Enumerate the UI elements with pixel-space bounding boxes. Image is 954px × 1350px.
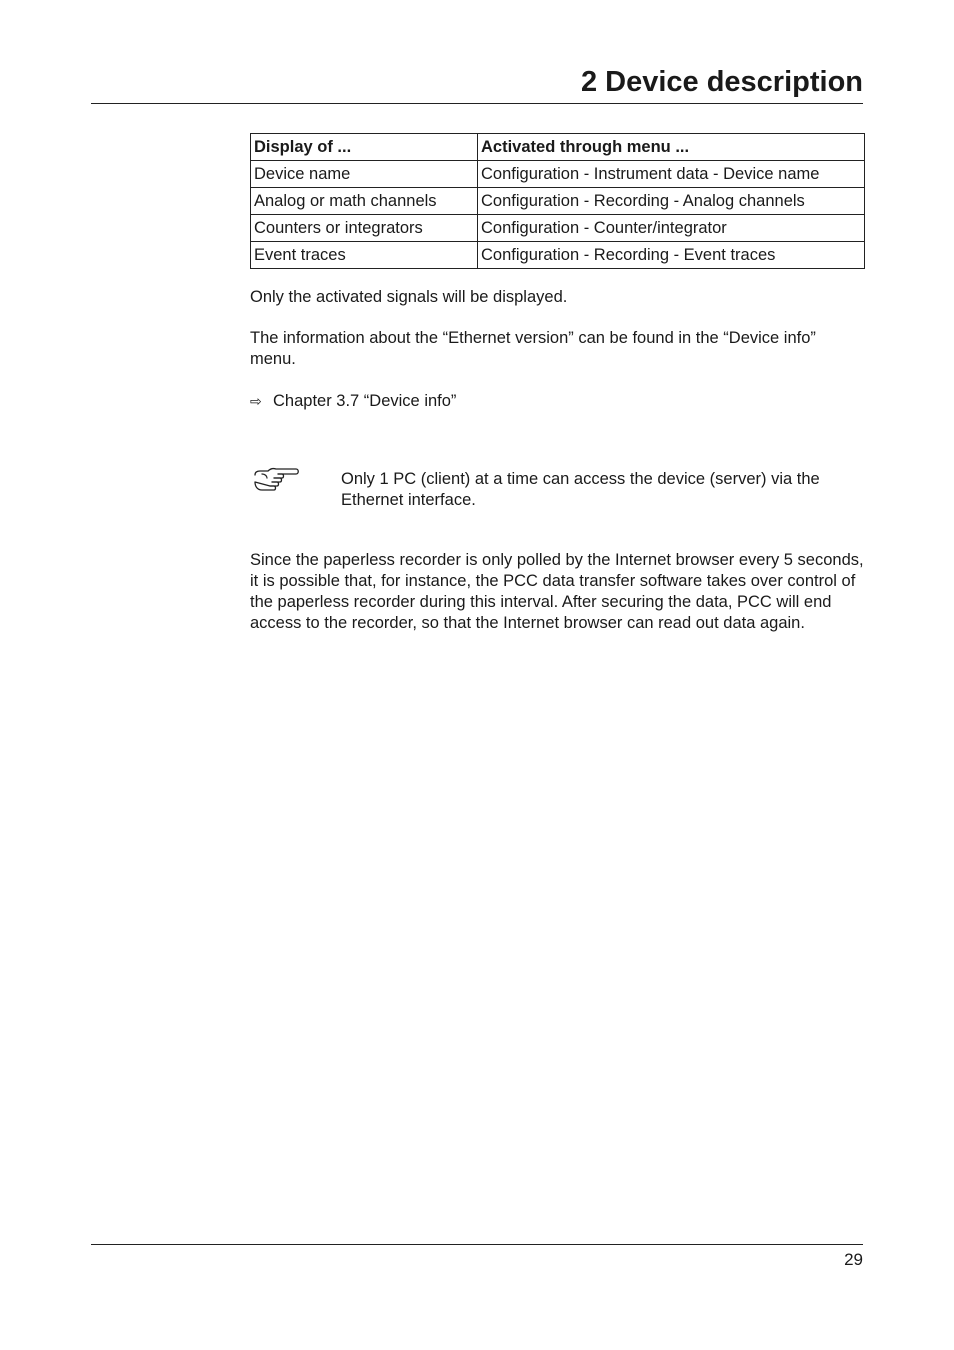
table-cell: Configuration - Recording - Analog channels (478, 188, 865, 215)
pointing-hand-icon (252, 466, 300, 494)
table-cell: Configuration - Instrument data - Device name (478, 161, 865, 188)
menu-table (250, 133, 865, 269)
page-title: 2 Device description (580, 66, 863, 98)
table-row (251, 161, 865, 188)
table-row (251, 215, 865, 242)
note-text: Only 1 PC (client) at a time can access the device (server) via the Ethernet interface. (341, 470, 820, 509)
arrow-right-icon: ⇨ (250, 393, 262, 409)
table-cell: Event traces (251, 242, 478, 269)
chapter-reference-text: Chapter 3.7 “Device info” (273, 392, 457, 410)
paragraph-polling: Since the paperless recorder is only polled by the Internet browser every 5 seconds, it is possible that, for instance, the PCC data transfer software takes over control of the paperless recorder during this interval. After securing the data, PCC will end access to the recorder, so that the Internet browser can read out data again. (250, 551, 864, 632)
paragraph-ethernet-version: The information about the “Ethernet version” can be found in the “Device info” menu. (250, 329, 816, 368)
table-cell: Configuration - Recording - Event traces (478, 242, 865, 269)
page-number: 29 (844, 1250, 863, 1269)
table-header-cell: Activated through menu ... (478, 134, 865, 161)
table-row (251, 188, 865, 215)
table-cell: Device name (251, 161, 478, 188)
table-row (251, 242, 865, 269)
paragraph-activated-signals: Only the activated signals will be displayed. (250, 288, 568, 306)
table-cell: Analog or math channels (251, 188, 478, 215)
chapter-reference[interactable] (250, 391, 456, 412)
header-divider (91, 103, 863, 104)
table-cell: Counters or integrators (251, 215, 478, 242)
table-cell: Configuration - Counter/integrator (478, 215, 865, 242)
footer-divider (91, 1244, 863, 1245)
table-header-cell: Display of ... (251, 134, 478, 161)
table-header-row (251, 134, 865, 161)
